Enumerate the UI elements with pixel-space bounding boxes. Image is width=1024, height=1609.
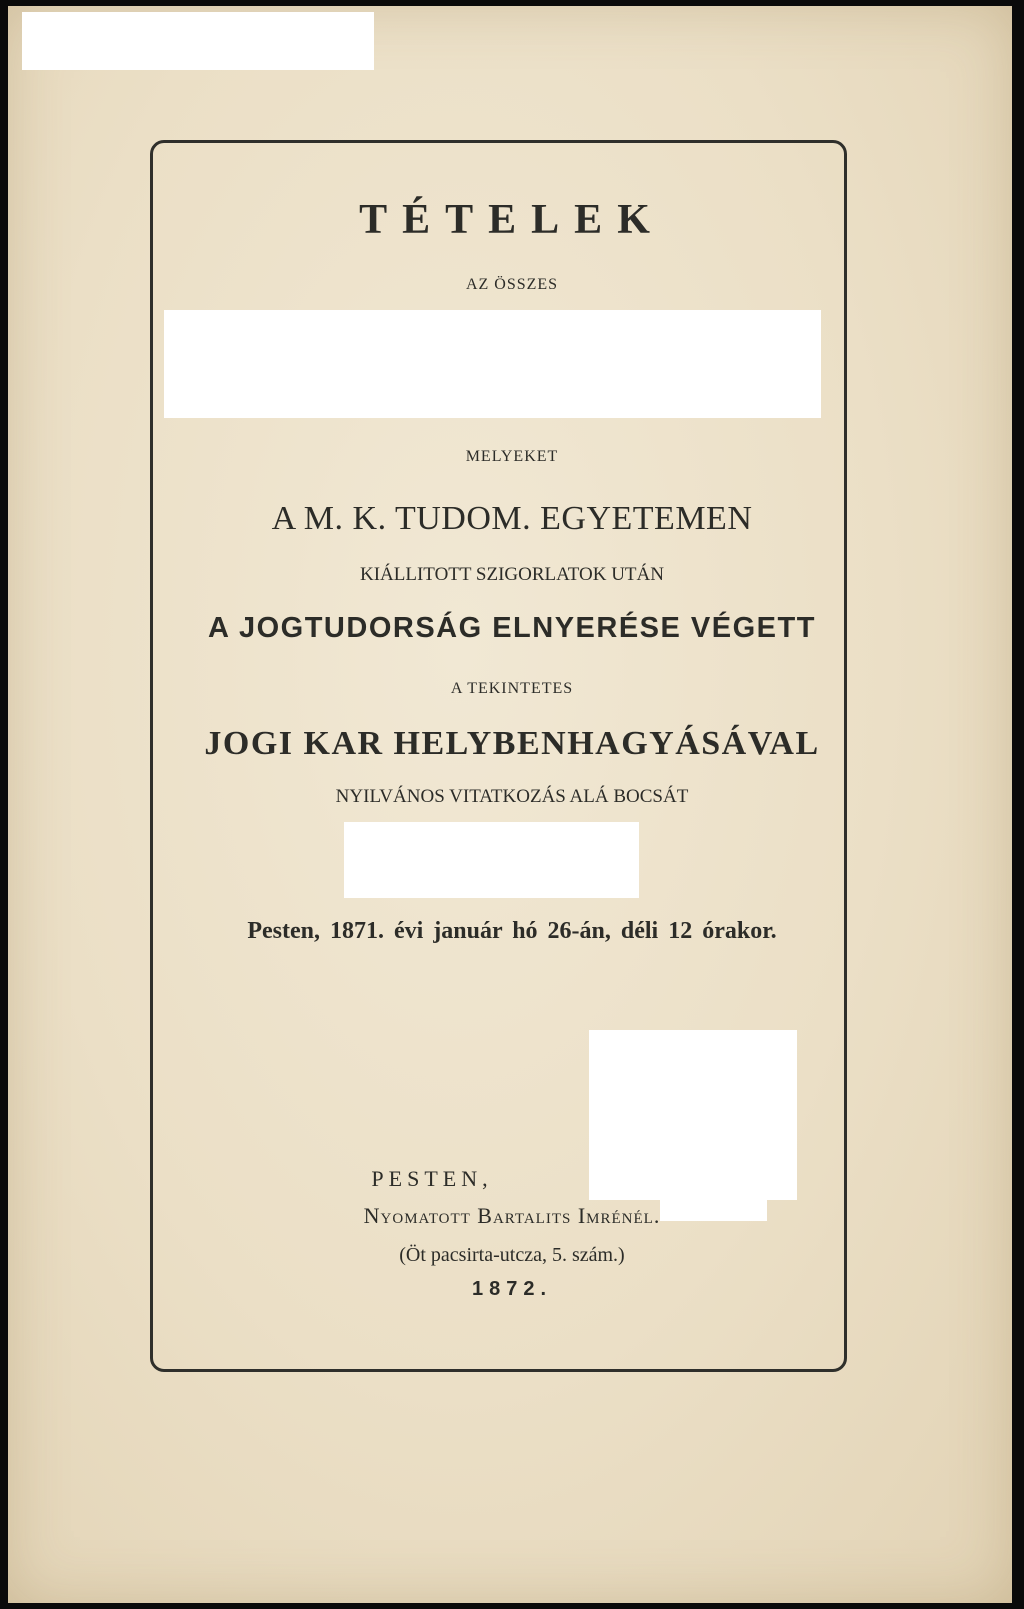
- line-jogi-kar: JOGI KAR HELYBENHAGYÁSÁVAL: [204, 725, 820, 762]
- imprint-year: 1872.: [471, 1278, 553, 1300]
- line-kiallitott: KIÁLLITOTT SZIGORLATOK UTÁN: [360, 564, 664, 585]
- line-jogtudorsag: A JOGTUDORSÁG ELNYERÉSE VÉGETT: [208, 612, 816, 644]
- redaction-top-left: [22, 12, 374, 70]
- line-date: Pesten, 1871. évi január hó 26-án, déli 12 órakor.: [247, 918, 777, 944]
- document-title: TÉTELEK: [359, 197, 665, 243]
- imprint-printer: [0, 1203, 1024, 1229]
- line-nyilvanos: NYILVÁNOS VITATKOZÁS ALÁ BOCSÁT: [335, 786, 689, 807]
- redaction-author: [344, 822, 639, 898]
- redaction-subject: [164, 310, 821, 418]
- imprint-address: (Öt pacsirta-utcza, 5. szám.): [399, 1244, 625, 1266]
- imprint-printer-text: Nyomatott Bartalits Imrénél.: [363, 1203, 661, 1228]
- line-az-osszes: AZ ÖSSZES: [465, 276, 559, 293]
- line-university: A M. K. TUDOM. EGYETEMEN: [271, 500, 753, 537]
- line-tekintetes: A TEKINTETES: [450, 680, 574, 697]
- imprint-city: PESTEN,: [371, 1166, 493, 1191]
- line-melyeket: MELYEKET: [465, 448, 559, 465]
